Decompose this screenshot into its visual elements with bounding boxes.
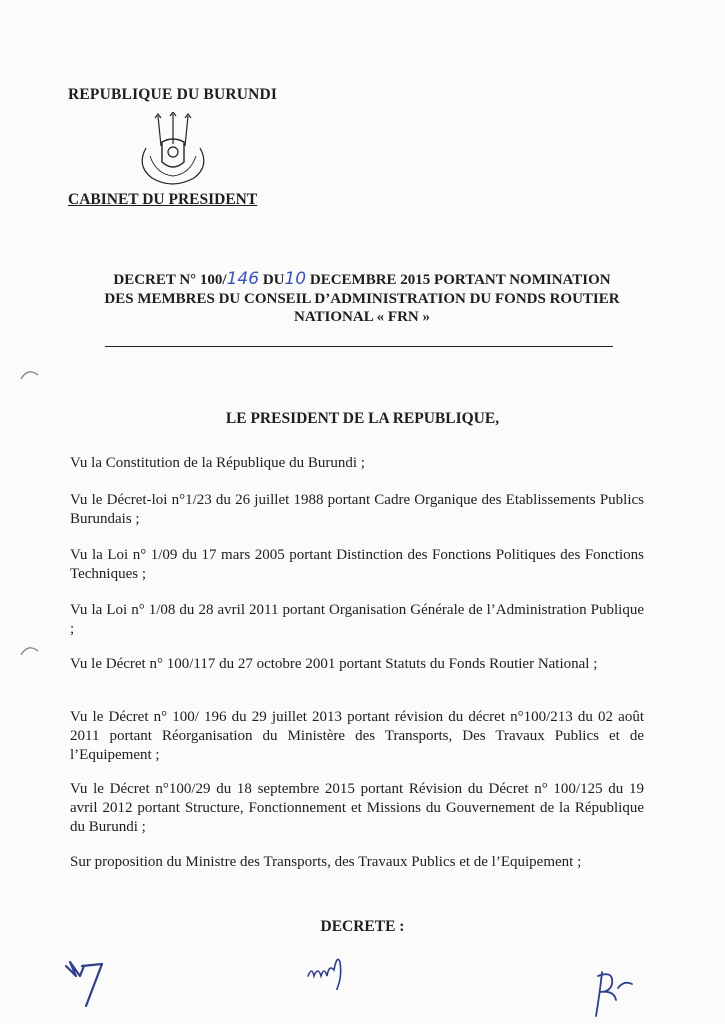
initial-mark-right: [588, 966, 636, 1020]
decree-title-line-3: NATIONAL « FRN »: [294, 309, 430, 325]
handwritten-decree-number: 146: [226, 269, 260, 289]
consideration-item: Vu la Loi n° 1/09 du 17 mars 2005 portant Distinction des Fonctions Politiques des Fonctions Techniques ;: [70, 547, 644, 582]
decree-title-line-1: DECRET N° 100/146 DU10 DECEMBRE 2015 PORTANT NOMINATION: [113, 269, 611, 289]
title-divider: [105, 346, 613, 347]
initial-mark-center: [304, 950, 364, 990]
country-heading: REPUBLIQUE DU BURUNDI: [68, 86, 278, 103]
consideration-item: Sur proposition du Ministre des Transports, des Travaux Publics et de l’Equipement ;: [70, 854, 582, 870]
decree-title-line-2: DES MEMBRES DU CONSEIL D’ADMINISTRATION DU FONDS ROUTIER: [104, 290, 620, 307]
handwritten-day: 10: [284, 269, 307, 289]
punch-hole-mark: [18, 366, 40, 382]
decrete-heading: DECRETE :: [320, 918, 405, 935]
consideration-item: Vu le Décret n° 100/ 196 du 29 juillet 2013 portant révision du décret n°100/213 du 02 août 2011 portant Réorganisation du Ministère des Transports, Des Travaux Publics et de l’Equipement ;: [70, 709, 644, 763]
decree-title: [62, 270, 662, 327]
consideration-item: Vu la Loi n° 1/08 du 28 avril 2011 portant Organisation Générale de l’Administration Publique ;: [70, 602, 644, 637]
consideration-item: Vu le Décret-loi n°1/23 du 26 juillet 1988 portant Cadre Organique des Etablissements Publics Burundais ;: [70, 492, 644, 527]
initial-mark-left: [60, 960, 108, 1010]
consideration-item: Vu le Décret n°100/29 du 18 septembre 2015 portant Révision du Décret n° 100/125 du 19 avril 2012 portant Structure, Fonctionnement et Missions du Gouvernement de la République du Burundi ;: [70, 781, 644, 835]
cabinet-heading: CABINET DU PRESIDENT: [68, 191, 258, 208]
consideration-item: Vu la Constitution de la République du Burundi ;: [70, 455, 365, 471]
coat-of-arms-emblem: [128, 112, 218, 196]
consideration-item: Vu le Décret n° 100/117 du 27 octobre 2001 portant Statuts du Fonds Routier National ;: [70, 656, 598, 672]
punch-hole-mark: [18, 642, 40, 658]
president-heading: LE PRESIDENT DE LA REPUBLIQUE,: [225, 410, 500, 427]
